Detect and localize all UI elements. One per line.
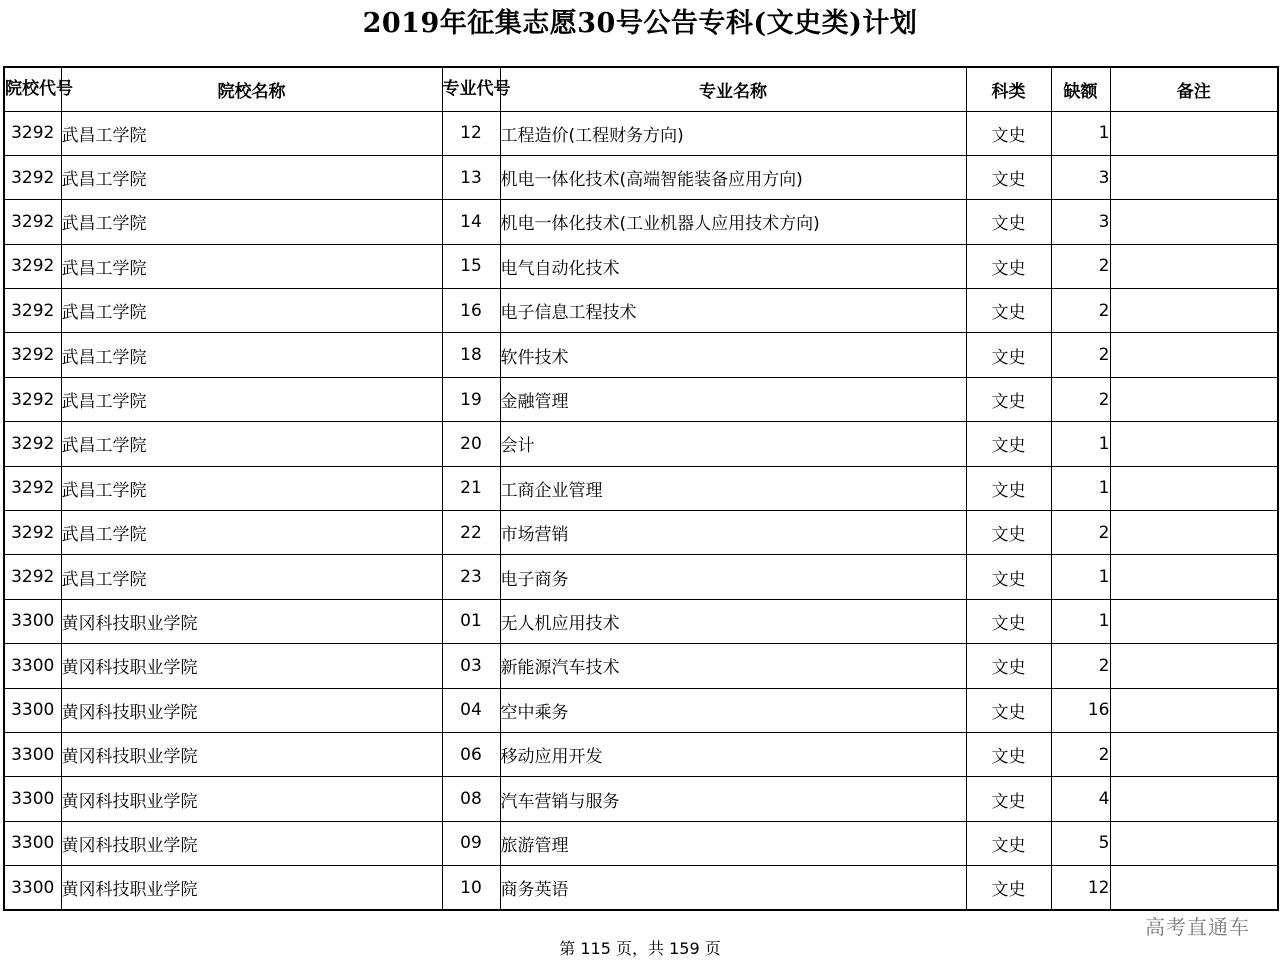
cell-remarks — [1110, 555, 1278, 599]
cell-major-name: 工程造价(工程财务方向) — [500, 111, 966, 155]
table-row — [4, 599, 1278, 643]
cell-school-code: 3300 — [4, 644, 61, 688]
cell-vacancies: 2 — [1051, 377, 1110, 421]
cell-remarks — [1110, 821, 1278, 865]
cell-major-code: 15 — [442, 244, 500, 288]
cell-major-code: 23 — [442, 555, 500, 599]
cell-school-name: 黄冈科技职业学院 — [61, 821, 442, 865]
cell-major-name: 市场营销 — [500, 511, 966, 555]
cell-vacancies: 5 — [1051, 821, 1110, 865]
cell-category: 文史 — [966, 377, 1051, 421]
cell-major-name: 机电一体化技术(高端智能装备应用方向) — [500, 155, 966, 199]
cell-school-code: 3292 — [4, 555, 61, 599]
cell-major-code: 14 — [442, 200, 500, 244]
cell-remarks — [1110, 777, 1278, 821]
table-row — [4, 466, 1278, 510]
table-row — [4, 111, 1278, 155]
cell-vacancies: 4 — [1051, 777, 1110, 821]
cell-major-name: 空中乘务 — [500, 688, 966, 732]
cell-school-name: 黄冈科技职业学院 — [61, 777, 442, 821]
cell-vacancies: 2 — [1051, 289, 1110, 333]
cell-major-code: 19 — [442, 377, 500, 421]
cell-category: 文史 — [966, 333, 1051, 377]
cell-vacancies: 3 — [1051, 155, 1110, 199]
cell-major-name: 商务英语 — [500, 866, 966, 910]
cell-category: 文史 — [966, 555, 1051, 599]
cell-major-name: 软件技术 — [500, 333, 966, 377]
cell-vacancies: 3 — [1051, 200, 1110, 244]
cell-major-code: 09 — [442, 821, 500, 865]
cell-school-code: 3300 — [4, 777, 61, 821]
cell-remarks — [1110, 244, 1278, 288]
cell-remarks — [1110, 644, 1278, 688]
cell-school-code: 3292 — [4, 244, 61, 288]
cell-vacancies: 12 — [1051, 866, 1110, 910]
cell-school-code: 3292 — [4, 511, 61, 555]
cell-remarks — [1110, 333, 1278, 377]
cell-remarks — [1110, 688, 1278, 732]
cell-school-name: 武昌工学院 — [61, 555, 442, 599]
cell-category: 文史 — [966, 289, 1051, 333]
cell-school-name: 武昌工学院 — [61, 511, 442, 555]
cell-school-code: 3292 — [4, 377, 61, 421]
cell-category: 文史 — [966, 777, 1051, 821]
cell-major-code: 20 — [442, 422, 500, 466]
cell-major-name: 移动应用开发 — [500, 732, 966, 776]
cell-category: 文史 — [966, 111, 1051, 155]
cell-major-code: 03 — [442, 644, 500, 688]
cell-major-name: 新能源汽车技术 — [500, 644, 966, 688]
cell-major-name: 电子商务 — [500, 555, 966, 599]
cell-school-code: 3292 — [4, 200, 61, 244]
cell-vacancies: 1 — [1051, 599, 1110, 643]
cell-remarks — [1110, 866, 1278, 910]
cell-school-code: 3300 — [4, 732, 61, 776]
cell-school-name: 黄冈科技职业学院 — [61, 866, 442, 910]
header-school-code: 院校代号 — [4, 67, 61, 111]
page-title: 2019年征集志愿30号公告专科(文史类)计划 — [362, 8, 918, 39]
cell-vacancies: 1 — [1051, 422, 1110, 466]
cell-vacancies: 16 — [1051, 688, 1110, 732]
cell-school-name: 武昌工学院 — [61, 155, 442, 199]
cell-school-name: 武昌工学院 — [61, 377, 442, 421]
table-row — [4, 200, 1278, 244]
cell-category: 文史 — [966, 732, 1051, 776]
header-school-name: 院校名称 — [61, 67, 442, 111]
page-footer: 第 115 页，共 159 页 — [559, 939, 721, 958]
cell-major-name: 汽车营销与服务 — [500, 777, 966, 821]
cell-major-code: 13 — [442, 155, 500, 199]
cell-category: 文史 — [966, 155, 1051, 199]
cell-school-code: 3300 — [4, 821, 61, 865]
cell-major-code: 18 — [442, 333, 500, 377]
cell-school-name: 黄冈科技职业学院 — [61, 688, 442, 732]
cell-remarks — [1110, 289, 1278, 333]
cell-major-name: 工商企业管理 — [500, 466, 966, 510]
cell-school-name: 武昌工学院 — [61, 111, 442, 155]
cell-school-name: 武昌工学院 — [61, 333, 442, 377]
cell-major-name: 无人机应用技术 — [500, 599, 966, 643]
cell-major-name: 会计 — [500, 422, 966, 466]
cell-category: 文史 — [966, 599, 1051, 643]
table-row — [4, 511, 1278, 555]
cell-category: 文史 — [966, 511, 1051, 555]
cell-remarks — [1110, 377, 1278, 421]
table-row — [4, 866, 1278, 910]
cell-major-code: 12 — [442, 111, 500, 155]
cell-school-code: 3292 — [4, 333, 61, 377]
cell-school-code: 3292 — [4, 422, 61, 466]
header-major-name: 专业名称 — [500, 67, 966, 111]
cell-school-code: 3300 — [4, 599, 61, 643]
cell-school-name: 武昌工学院 — [61, 244, 442, 288]
cell-category: 文史 — [966, 821, 1051, 865]
table-row — [4, 732, 1278, 776]
cell-major-name: 旅游管理 — [500, 821, 966, 865]
cell-remarks — [1110, 511, 1278, 555]
table-row — [4, 688, 1278, 732]
cell-remarks — [1110, 599, 1278, 643]
cell-major-code: 10 — [442, 866, 500, 910]
table-row — [4, 333, 1278, 377]
cell-category: 文史 — [966, 244, 1051, 288]
cell-vacancies: 1 — [1051, 555, 1110, 599]
table-row — [4, 289, 1278, 333]
cell-school-name: 黄冈科技职业学院 — [61, 599, 442, 643]
table-row — [4, 155, 1278, 199]
table-body — [4, 111, 1278, 910]
cell-remarks — [1110, 466, 1278, 510]
admission-plan-table — [3, 66, 1279, 911]
header-vacancies: 缺额 — [1051, 67, 1110, 111]
cell-school-code: 3292 — [4, 155, 61, 199]
cell-major-code: 04 — [442, 688, 500, 732]
cell-remarks — [1110, 422, 1278, 466]
table-row — [4, 377, 1278, 421]
cell-remarks — [1110, 111, 1278, 155]
cell-major-code: 08 — [442, 777, 500, 821]
cell-category: 文史 — [966, 466, 1051, 510]
cell-major-code: 01 — [442, 599, 500, 643]
cell-school-name: 武昌工学院 — [61, 200, 442, 244]
cell-category: 文史 — [966, 422, 1051, 466]
cell-major-code: 22 — [442, 511, 500, 555]
header-remarks: 备注 — [1110, 67, 1278, 111]
table-row — [4, 244, 1278, 288]
cell-major-code: 21 — [442, 466, 500, 510]
table-row — [4, 555, 1278, 599]
cell-category: 文史 — [966, 688, 1051, 732]
cell-major-name: 电气自动化技术 — [500, 244, 966, 288]
cell-major-code: 16 — [442, 289, 500, 333]
cell-major-code: 06 — [442, 732, 500, 776]
table-row — [4, 422, 1278, 466]
cell-major-name: 金融管理 — [500, 377, 966, 421]
header-category: 科类 — [966, 67, 1051, 111]
cell-vacancies: 1 — [1051, 466, 1110, 510]
cell-category: 文史 — [966, 200, 1051, 244]
cell-school-code: 3292 — [4, 466, 61, 510]
watermark-text: 高考直通车 — [1145, 915, 1250, 939]
cell-vacancies: 2 — [1051, 333, 1110, 377]
cell-major-name: 电子信息工程技术 — [500, 289, 966, 333]
cell-school-code: 3300 — [4, 688, 61, 732]
table-row — [4, 821, 1278, 865]
cell-school-code: 3292 — [4, 111, 61, 155]
cell-remarks — [1110, 200, 1278, 244]
table-row — [4, 644, 1278, 688]
cell-school-name: 黄冈科技职业学院 — [61, 732, 442, 776]
header-major-code: 专业代号 — [442, 67, 500, 111]
cell-category: 文史 — [966, 644, 1051, 688]
cell-category: 文史 — [966, 866, 1051, 910]
table-row — [4, 777, 1278, 821]
cell-school-name: 黄冈科技职业学院 — [61, 644, 442, 688]
cell-remarks — [1110, 732, 1278, 776]
cell-school-name: 武昌工学院 — [61, 466, 442, 510]
cell-school-code: 3292 — [4, 289, 61, 333]
cell-vacancies: 2 — [1051, 511, 1110, 555]
cell-major-name: 机电一体化技术(工业机器人应用技术方向) — [500, 200, 966, 244]
cell-remarks — [1110, 155, 1278, 199]
cell-vacancies: 2 — [1051, 644, 1110, 688]
cell-vacancies: 2 — [1051, 732, 1110, 776]
cell-school-name: 武昌工学院 — [61, 422, 442, 466]
cell-school-code: 3300 — [4, 866, 61, 910]
cell-school-name: 武昌工学院 — [61, 289, 442, 333]
cell-vacancies: 1 — [1051, 111, 1110, 155]
cell-vacancies: 2 — [1051, 244, 1110, 288]
table-header-row — [4, 67, 1278, 111]
